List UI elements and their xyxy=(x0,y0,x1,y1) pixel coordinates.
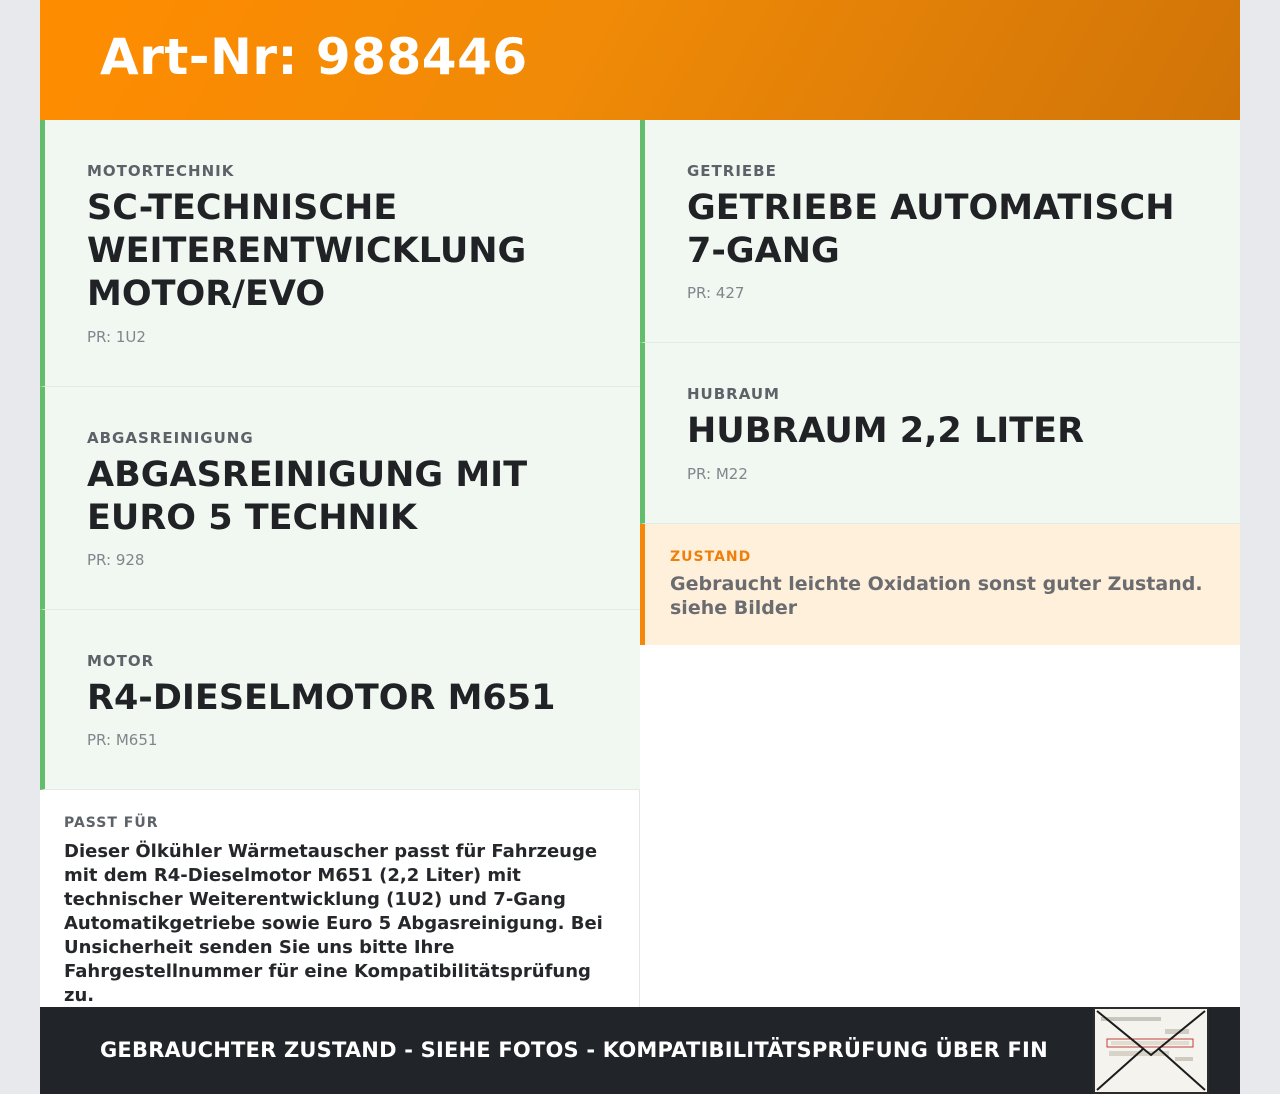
spec-card-motor xyxy=(40,610,640,790)
spec-category: MOTORTECHNIK xyxy=(87,162,235,180)
spec-category: GETRIEBE xyxy=(687,162,777,180)
compatibility-section xyxy=(40,790,639,1007)
article-number-title: Art-Nr: 988446 xyxy=(100,28,528,86)
spec-value: ABGASREINIGUNG MIT EURO 5 TECHNIK xyxy=(87,455,528,538)
spec-category: MOTOR xyxy=(87,652,155,670)
footer-bar xyxy=(40,1007,1240,1094)
compatibility-label: PASST FÜR xyxy=(64,815,159,831)
spec-card-motortechnik xyxy=(40,120,640,387)
right-column xyxy=(640,120,1240,1007)
footer-text: GEBRAUCHTER ZUSTAND - SIEHE FOTOS - KOMPATIBILITÄTSPRÜFUNG ÜBER FIN xyxy=(100,1038,1048,1062)
compatibility-text: Dieser Ölkühler Wärmetauscher passt für Fahrzeuge mit dem R4-Dieselmotor M651 (2,2 Liter) mit technischer Weiterentwicklung (1U2) und 7-Gang Automatikgetriebe sowie Euro 5 Abgasreinigung. Bei Unsicherheit senden Sie uns bitte Ihre Fahrgestellnummer für eine Kompatibilitätsprüfung zu. xyxy=(64,841,603,1006)
spec-pr-code: PR: 427 xyxy=(687,284,745,302)
spec-pr-code: PR: 1U2 xyxy=(87,328,146,346)
spec-category: ABGASREINIGUNG xyxy=(87,429,254,447)
spec-card-abgasreinigung xyxy=(40,387,640,610)
spec-pr-code: PR: M22 xyxy=(687,465,748,483)
spec-value: HUBRAUM 2,2 LITER xyxy=(687,411,1085,451)
spec-pr-code: PR: 928 xyxy=(87,551,145,569)
spec-card-hubraum xyxy=(640,343,1240,524)
document-envelope-icon xyxy=(1095,1009,1207,1092)
spec-category: HUBRAUM xyxy=(687,385,780,403)
condition-text: Gebraucht leichte Oxidation sonst guter Zustand. siehe Bilder xyxy=(670,573,1203,619)
product-sheet xyxy=(40,0,1240,1094)
spec-card-getriebe xyxy=(640,120,1240,343)
spec-value: SC-TECHNISCHE WEITERENTWICKLUNG MOTOR/EVO xyxy=(87,188,527,314)
header-banner xyxy=(40,0,1240,120)
vehicle-document-thumbnail[interactable] xyxy=(1093,1007,1209,1094)
condition-box xyxy=(640,524,1240,645)
left-column xyxy=(40,120,640,1007)
spec-pr-code: PR: M651 xyxy=(87,731,158,749)
spec-value: GETRIEBE AUTOMATISCH 7-GANG xyxy=(687,188,1175,271)
condition-label: ZUSTAND xyxy=(670,549,752,565)
spec-value: R4-DIESELMOTOR M651 xyxy=(87,678,556,718)
